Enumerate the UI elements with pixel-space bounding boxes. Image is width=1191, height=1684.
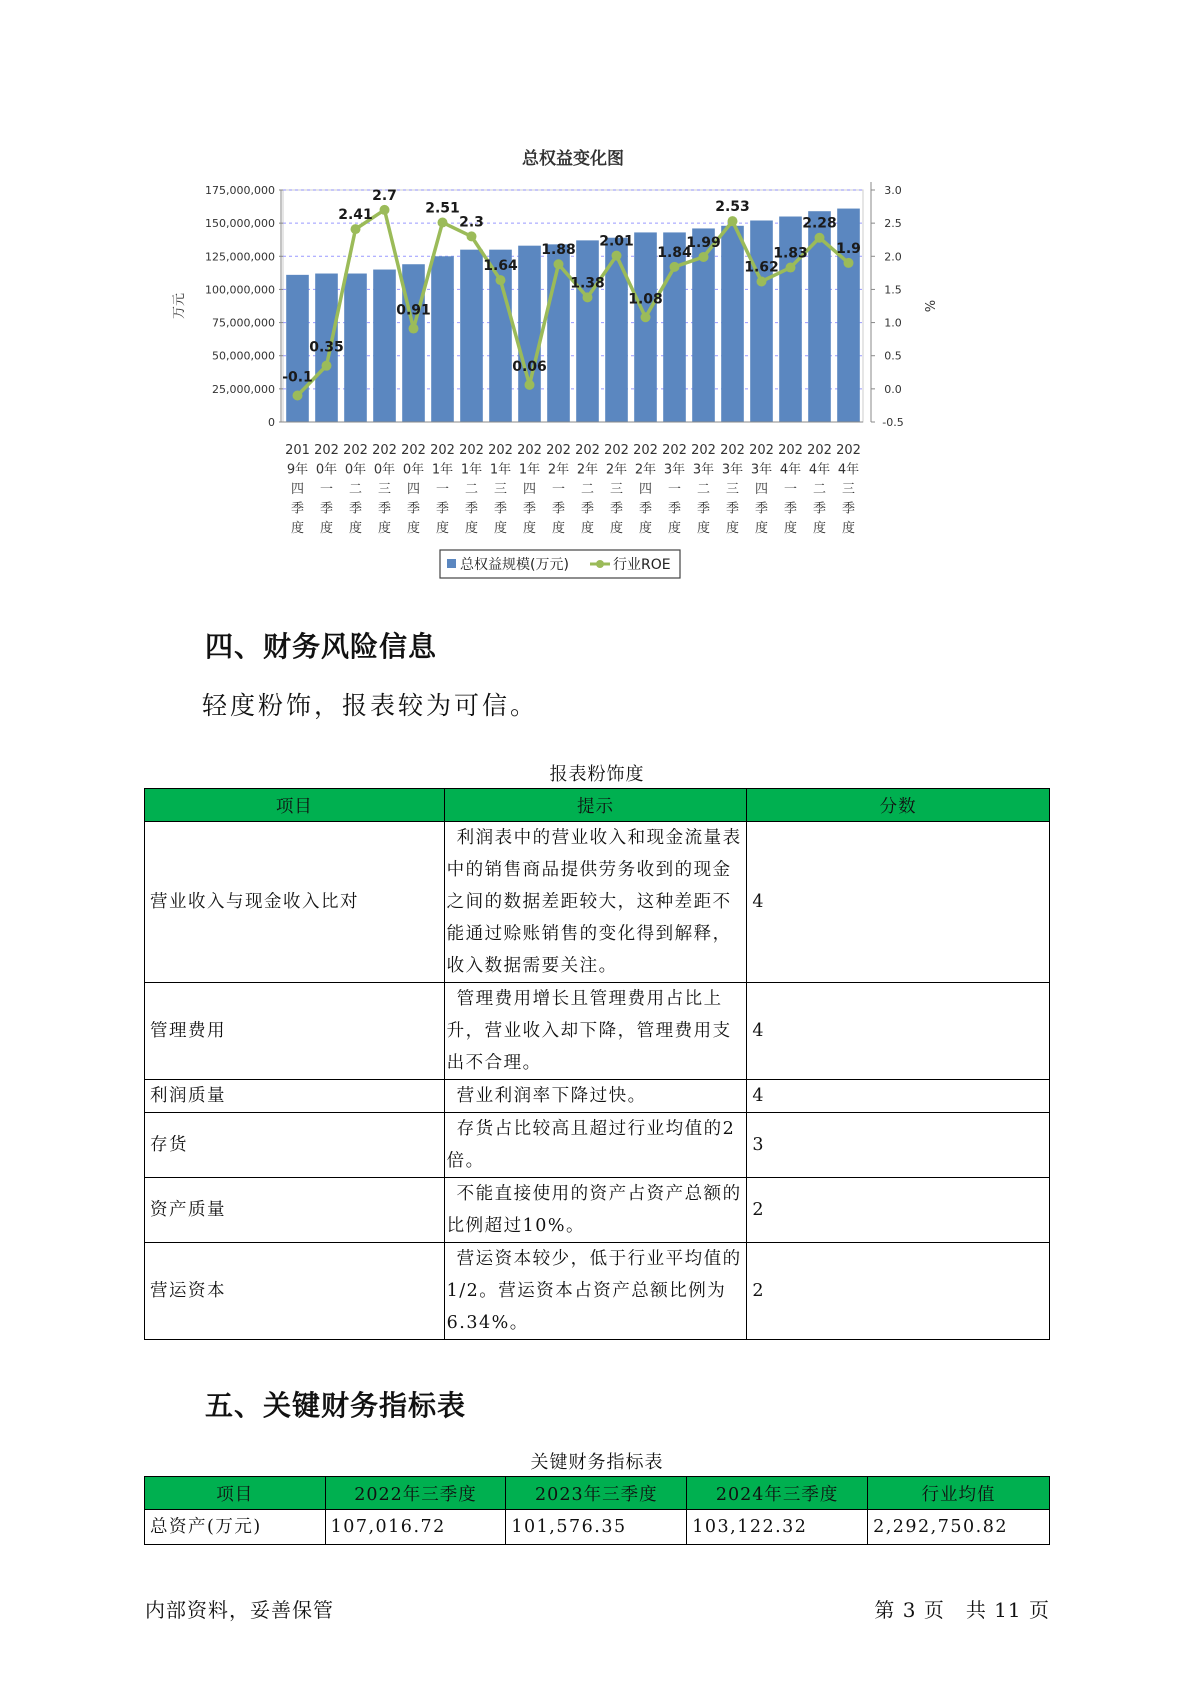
table-header-row	[145, 789, 1050, 822]
row-item: 管理费用	[145, 983, 445, 1080]
roe-data-label: 2.01	[599, 233, 634, 250]
row-value-industry-avg: 2,292,750.82	[868, 1510, 1050, 1545]
x-tick-label: 202	[343, 443, 368, 458]
y-left-tick-label: 100,000,000	[205, 283, 275, 297]
y-right-tick-label: 2.0	[884, 250, 902, 264]
roe-point	[351, 224, 361, 234]
x-tick-label: 季	[754, 501, 769, 517]
roe-point	[786, 263, 796, 273]
x-tick-label: 202	[517, 443, 542, 458]
roe-point	[728, 216, 738, 226]
x-tick-label: 一	[435, 482, 450, 497]
y-right-tick-label: 2.5	[884, 217, 902, 231]
bar	[344, 274, 367, 422]
x-tick-label: 度	[609, 521, 624, 536]
y-right-tick-label: -0.5	[882, 416, 904, 429]
header-item: 项目	[145, 789, 445, 822]
y-left-tick-label: 150,000,000	[205, 217, 275, 231]
x-tick-label: 度	[290, 521, 305, 536]
x-tick-label: 2年	[605, 462, 628, 478]
x-tick-label: 季	[580, 501, 595, 517]
table-row	[145, 1113, 1050, 1178]
table-row	[145, 822, 1050, 983]
y-left-tick-label: 125,000,000	[205, 250, 275, 264]
x-tick-label: 二	[348, 482, 363, 497]
roe-data-label: 0.35	[309, 339, 344, 356]
x-tick-label: 0年	[315, 462, 338, 478]
x-tick-label: 度	[348, 521, 363, 536]
roe-point	[380, 205, 390, 215]
x-tick-label: 度	[319, 521, 334, 536]
roe-data-label: 1.64	[483, 258, 518, 275]
x-tick-label: 202	[401, 443, 426, 458]
roe-data-label: 1.38	[570, 275, 605, 292]
x-tick-label: 二	[696, 482, 711, 497]
legend-line-marker	[596, 560, 604, 568]
x-tick-label: 202	[604, 443, 629, 458]
x-tick-label: 202	[720, 443, 745, 458]
y-left-tick-label: 75,000,000	[212, 316, 275, 330]
x-tick-label: 202	[488, 443, 513, 458]
x-tick-label: 季	[783, 501, 798, 517]
bar	[373, 270, 396, 422]
footer-page-number: 第 3 页 共 11 页	[874, 1598, 1050, 1622]
roe-point	[641, 312, 651, 322]
x-tick-label: 度	[464, 521, 479, 536]
row-item: 营运资本	[145, 1243, 445, 1340]
row-item: 利润质量	[145, 1080, 445, 1113]
roe-point	[293, 390, 303, 400]
risk-summary: 轻度粉饰，报表较为可信。	[202, 691, 539, 720]
legend-bar-swatch	[447, 559, 456, 568]
row-score: 4	[747, 822, 1050, 983]
table-row	[145, 1510, 1050, 1545]
header-industry-avg: 行业均值	[868, 1477, 1050, 1510]
roe-data-label: 0.91	[396, 302, 431, 319]
x-tick-label: 季	[667, 501, 682, 517]
x-tick-label: 202	[314, 443, 339, 458]
roe-point	[525, 380, 535, 390]
section-heading-financial-risk: 四、财务风险信息	[205, 630, 438, 663]
row-hint: 不能直接使用的资产占资产总额的比例超过10%。	[444, 1178, 747, 1243]
x-tick-label: 度	[841, 521, 856, 536]
roe-data-label: 2.3	[459, 214, 484, 231]
x-tick-label: 一	[667, 482, 682, 497]
roe-data-label: -0.1	[282, 369, 313, 386]
equity-chart	[170, 140, 936, 600]
roe-data-label: 2.28	[802, 215, 837, 232]
header-score: 分数	[747, 789, 1050, 822]
roe-point	[554, 259, 564, 269]
x-tick-label: 0年	[373, 462, 396, 478]
chart-title: 总权益变化图	[522, 149, 624, 169]
x-tick-label: 季	[609, 501, 624, 517]
x-tick-label: 201	[285, 443, 310, 458]
x-tick-label: 202	[807, 443, 832, 458]
bar	[460, 250, 483, 422]
y-right-tick-label: 0.5	[884, 349, 902, 363]
x-tick-label: 季	[638, 501, 653, 517]
x-tick-label: 四	[638, 482, 653, 497]
header-2024q3: 2024年三季度	[687, 1477, 868, 1510]
header-2023q3: 2023年三季度	[506, 1477, 687, 1510]
x-tick-label: 0年	[402, 462, 425, 478]
bar	[518, 246, 541, 422]
footer-confidential-note: 内部资料，妥善保管	[145, 1598, 334, 1622]
x-tick-label: 四	[406, 482, 421, 497]
roe-data-label: 2.7	[372, 187, 397, 204]
y-left-tick-label: 25,000,000	[212, 382, 275, 396]
x-tick-label: 三	[377, 482, 392, 497]
roe-point	[583, 292, 593, 302]
x-tick-label: 一	[783, 482, 798, 497]
x-tick-label: 1年	[431, 462, 454, 478]
x-tick-label: 202	[459, 443, 484, 458]
x-tick-label: 四	[754, 482, 769, 497]
x-tick-label: 季	[841, 501, 856, 517]
bar	[750, 220, 773, 422]
x-tick-label: 度	[377, 521, 392, 536]
x-tick-label: 度	[667, 521, 682, 536]
x-tick-label: 2年	[576, 462, 599, 478]
x-tick-label: 4年	[808, 462, 831, 478]
x-tick-label: 202	[575, 443, 600, 458]
row-score: 4	[747, 1080, 1050, 1113]
y-left-tick-label: 0	[268, 416, 275, 429]
roe-data-label: 1.08	[628, 291, 663, 308]
row-item: 营业收入与现金收入比对	[145, 822, 445, 983]
x-tick-label: 度	[551, 521, 566, 536]
roe-point	[409, 324, 419, 334]
x-tick-label: 三	[493, 482, 508, 497]
x-tick-label: 二	[464, 482, 479, 497]
x-tick-label: 3年	[692, 462, 715, 478]
roe-data-label: 1.88	[541, 242, 576, 259]
roe-data-label: 2.51	[425, 200, 460, 217]
x-tick-label: 3年	[721, 462, 744, 478]
x-tick-label: 三	[841, 482, 856, 497]
roe-point	[438, 217, 448, 227]
roe-data-label: 1.9	[836, 240, 861, 257]
x-tick-label: 季	[725, 501, 740, 517]
x-tick-label: 1年	[518, 462, 541, 478]
y-left-axis-label: 万元	[172, 292, 187, 320]
x-tick-label: 季	[696, 501, 711, 517]
roe-point	[612, 251, 622, 261]
x-tick-label: 3年	[750, 462, 773, 478]
row-hint: 营运资本较少，低于行业平均值的1/2。营运资本占资产总额比例为6.34%。	[444, 1243, 747, 1340]
legend-bar-label: 总权益规模(万元)	[460, 557, 569, 573]
y-left-tick-label: 50,000,000	[212, 349, 275, 363]
legend-line-label: 行业ROE	[613, 557, 671, 573]
x-tick-label: 202	[691, 443, 716, 458]
header-hint: 提示	[444, 789, 747, 822]
y-left-tick-label: 175,000,000	[205, 184, 275, 197]
x-tick-label: 9年	[286, 462, 309, 478]
x-tick-label: 度	[783, 521, 798, 536]
x-tick-label: 三	[609, 482, 624, 497]
roe-data-label: 0.06	[512, 358, 547, 375]
row-hint: 存货占比较高且超过行业均值的2倍。	[444, 1113, 747, 1178]
bar	[634, 232, 657, 422]
x-tick-label: 202	[546, 443, 571, 458]
x-tick-label: 度	[696, 521, 711, 536]
table-row	[145, 1243, 1050, 1340]
x-tick-label: 1年	[489, 462, 512, 478]
roe-point	[467, 231, 477, 241]
row-item: 资产质量	[145, 1178, 445, 1243]
roe-data-label: 1.99	[686, 234, 721, 251]
x-tick-label: 202	[372, 443, 397, 458]
row-item: 存货	[145, 1113, 445, 1178]
roe-point	[757, 276, 767, 286]
x-tick-label: 季	[406, 501, 421, 517]
row-value-2024q3: 103,122.32	[687, 1510, 868, 1545]
x-tick-label: 季	[464, 501, 479, 517]
row-score: 2	[747, 1243, 1050, 1340]
row-hint: 利润表中的营业收入和现金流量表中的销售商品提供劳务收到的现金之间的数据差距较大，这种差距不能通过赊账销售的变化得到解释，收入数据需要关注。	[444, 822, 747, 983]
x-tick-label: 202	[633, 443, 658, 458]
x-tick-label: 2年	[547, 462, 570, 478]
roe-point	[815, 233, 825, 243]
x-tick-label: 2年	[634, 462, 657, 478]
x-tick-label: 度	[638, 521, 653, 536]
roe-data-label: 2.41	[338, 207, 373, 224]
key-indicator-table	[144, 1476, 1050, 1545]
x-tick-label: 二	[812, 482, 827, 497]
bar	[576, 240, 599, 422]
row-value-2023q3: 101,576.35	[506, 1510, 687, 1545]
y-right-axis-label: %	[921, 299, 936, 313]
x-tick-label: 季	[493, 501, 508, 517]
roe-point	[844, 258, 854, 268]
row-score: 4	[747, 983, 1050, 1080]
row-hint: 营业利润率下降过快。	[444, 1080, 747, 1113]
x-tick-label: 季	[348, 501, 363, 517]
roe-data-label: 1.83	[773, 245, 808, 262]
x-tick-label: 一	[319, 482, 334, 497]
header-2022q3: 2022年三季度	[325, 1477, 506, 1510]
x-tick-label: 202	[430, 443, 455, 458]
row-item: 总资产(万元)	[145, 1510, 326, 1545]
x-tick-label: 季	[551, 501, 566, 517]
roe-data-label: 2.53	[715, 199, 750, 216]
x-tick-label: 季	[522, 501, 537, 517]
x-tick-label: 四	[522, 482, 537, 497]
x-tick-label: 季	[290, 501, 305, 517]
x-tick-label: 度	[754, 521, 769, 536]
roe-data-label: 1.62	[744, 259, 779, 276]
x-tick-label: 三	[725, 482, 740, 497]
whitewash-table	[144, 788, 1050, 1340]
x-tick-label: 0年	[344, 462, 367, 478]
y-right-tick-label: 1.0	[884, 316, 902, 330]
x-tick-label: 202	[662, 443, 687, 458]
x-tick-label: 度	[522, 521, 537, 536]
bar	[402, 264, 425, 422]
x-tick-label: 4年	[837, 462, 860, 478]
y-right-tick-label: 0.0	[884, 382, 902, 396]
x-tick-label: 度	[435, 521, 450, 536]
table-row	[145, 983, 1050, 1080]
x-tick-label: 四	[290, 482, 305, 497]
x-tick-label: 度	[493, 521, 508, 536]
x-tick-label: 4年	[779, 462, 802, 478]
table-row	[145, 1080, 1050, 1113]
x-tick-label: 二	[580, 482, 595, 497]
x-tick-label: 202	[778, 443, 803, 458]
x-tick-label: 一	[551, 482, 566, 497]
y-right-tick-label: 3.0	[884, 184, 902, 197]
x-tick-label: 202	[749, 443, 774, 458]
header-item: 项目	[145, 1477, 326, 1510]
roe-point	[322, 361, 332, 371]
row-score: 3	[747, 1113, 1050, 1178]
table-header-row	[145, 1477, 1050, 1510]
x-tick-label: 季	[812, 501, 827, 517]
x-tick-label: 度	[580, 521, 595, 536]
risk-table-caption: 报表粉饰度	[549, 764, 645, 785]
row-score: 2	[747, 1178, 1050, 1243]
x-tick-label: 3年	[663, 462, 686, 478]
bar	[721, 226, 744, 422]
roe-data-label: 1.84	[657, 244, 692, 261]
x-tick-label: 度	[812, 521, 827, 536]
roe-point	[496, 275, 506, 285]
x-tick-label: 季	[377, 501, 392, 517]
x-tick-label: 202	[836, 443, 861, 458]
kpi-table-caption: 关键财务指标表	[530, 1452, 664, 1473]
plot-area	[283, 187, 863, 422]
table-row	[145, 1178, 1050, 1243]
roe-point	[699, 252, 709, 262]
bar	[431, 256, 454, 422]
x-tick-label: 季	[435, 501, 450, 517]
x-tick-label: 1年	[460, 462, 483, 478]
roe-point	[670, 262, 680, 272]
y-right-tick-label: 1.5	[884, 283, 902, 297]
row-value-2022q3: 107,016.72	[325, 1510, 506, 1545]
x-tick-label: 季	[319, 501, 334, 517]
x-tick-label: 度	[725, 521, 740, 536]
row-hint: 管理费用增长且管理费用占比上升，营业收入却下降，管理费用支出不合理。	[444, 983, 747, 1080]
x-tick-label: 度	[406, 521, 421, 536]
section-heading-key-indicators: 五、关键财务指标表	[205, 1389, 467, 1422]
